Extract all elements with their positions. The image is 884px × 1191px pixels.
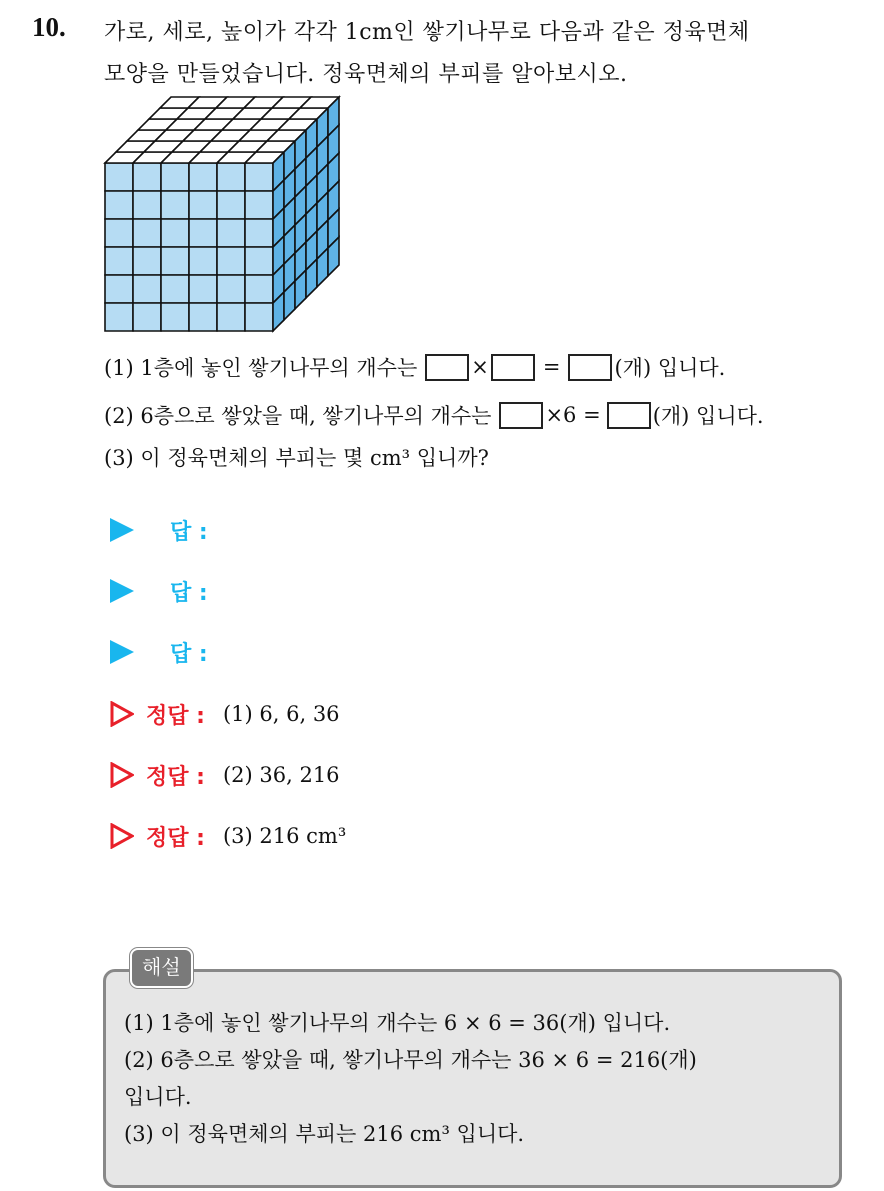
answer-row-1[interactable] <box>110 512 208 548</box>
explanation-tag: 해설 <box>130 948 193 988</box>
front-block <box>133 247 161 275</box>
correct-answer-3: (3) 216 cm³ <box>222 824 347 848</box>
front-block <box>189 275 217 303</box>
front-block <box>161 275 189 303</box>
explanation-line-4: (3) 이 정육면체의 부피는 216 cm³ 입니다. <box>124 1122 525 1146</box>
subquestion-1-prefix: (1) 1층에 놓인 쌓기나무의 개수는 <box>104 356 418 380</box>
front-block <box>133 303 161 331</box>
question-text-line1: 가로, 세로, 높이가 각각 1cm인 쌓기나무로 다음과 같은 정육면체 <box>104 20 750 45</box>
outline-arrow-icon <box>110 762 134 788</box>
correct-label: 정답 : <box>146 703 205 729</box>
front-block <box>217 191 245 219</box>
play-arrow-icon <box>110 579 134 603</box>
subquestion-1 <box>104 352 725 382</box>
answer-blank-1a[interactable] <box>425 354 469 381</box>
front-block <box>161 191 189 219</box>
front-block <box>133 219 161 247</box>
question-number: 10. <box>32 12 66 42</box>
answer-blank-2b[interactable] <box>607 402 651 429</box>
outline-arrow-icon <box>110 701 134 727</box>
front-block <box>189 163 217 191</box>
explanation-line-1: (1) 1층에 놓인 쌓기나무의 개수는 6 × 6 = 36(개) 입니다. <box>124 1011 671 1035</box>
explanation-line-2: (2) 6층으로 쌓았을 때, 쌓기나무의 개수는 36 × 6 = 216(개) <box>124 1048 697 1072</box>
front-block <box>245 219 273 247</box>
front-block <box>245 303 273 331</box>
front-block <box>105 191 133 219</box>
explanation-box <box>103 969 842 1188</box>
answer-blank-2a[interactable] <box>499 402 543 429</box>
front-block <box>217 303 245 331</box>
front-block <box>189 247 217 275</box>
question-text-line2: 모양을 만들었습니다. 정육면체의 부피를 알아보시오. <box>104 62 628 87</box>
answer-row-2[interactable] <box>110 573 208 609</box>
equals-sign: = <box>542 355 561 379</box>
front-block <box>105 219 133 247</box>
front-block <box>105 163 133 191</box>
front-block <box>133 191 161 219</box>
front-block <box>217 275 245 303</box>
correct-label: 정답 : <box>146 825 205 851</box>
subquestion-2-suffix: (개) 입니다. <box>652 404 764 428</box>
correct-answer-1: (1) 6, 6, 36 <box>222 702 340 726</box>
correct-row-2 <box>110 757 340 793</box>
front-block <box>161 303 189 331</box>
play-arrow-icon <box>110 518 134 542</box>
answer-blank-1c[interactable] <box>568 354 612 381</box>
play-arrow-icon <box>110 640 134 664</box>
front-block <box>245 163 273 191</box>
answer-row-3[interactable] <box>110 634 208 670</box>
front-block <box>189 303 217 331</box>
correct-label: 정답 : <box>146 764 205 790</box>
front-block <box>189 219 217 247</box>
answer-blank-1b[interactable] <box>491 354 535 381</box>
front-block <box>245 247 273 275</box>
front-block <box>217 219 245 247</box>
correct-row-1 <box>110 696 340 732</box>
outline-arrow-icon <box>110 823 134 849</box>
times-sign: × <box>471 355 489 379</box>
front-block <box>217 247 245 275</box>
front-block <box>133 163 161 191</box>
front-block <box>245 191 273 219</box>
subquestion-3 <box>104 442 489 472</box>
answer-label: 답 : <box>170 641 208 667</box>
front-block <box>161 247 189 275</box>
subquestion-3-text: (3) 이 정육면체의 부피는 몇 cm³ 입니까? <box>104 446 489 470</box>
correct-answer-2: (2) 36, 216 <box>222 763 340 787</box>
times-six: ×6 = <box>545 403 601 427</box>
subquestion-1-suffix: (개) 입니다. <box>614 356 726 380</box>
subquestion-2 <box>104 400 764 430</box>
front-block <box>105 247 133 275</box>
correct-row-3 <box>110 818 346 854</box>
answer-label: 답 : <box>170 519 208 545</box>
explanation-line-3: 입니다. <box>124 1085 192 1109</box>
front-block <box>161 219 189 247</box>
cube-front-face <box>105 163 273 331</box>
front-block <box>133 275 161 303</box>
front-block <box>217 163 245 191</box>
front-block <box>161 163 189 191</box>
front-block <box>189 191 217 219</box>
front-block <box>105 303 133 331</box>
cube-figure <box>103 95 348 337</box>
subquestion-2-prefix: (2) 6층으로 쌓았을 때, 쌓기나무의 개수는 <box>104 404 492 428</box>
answer-label: 답 : <box>170 580 208 606</box>
front-block <box>245 275 273 303</box>
front-block <box>105 275 133 303</box>
